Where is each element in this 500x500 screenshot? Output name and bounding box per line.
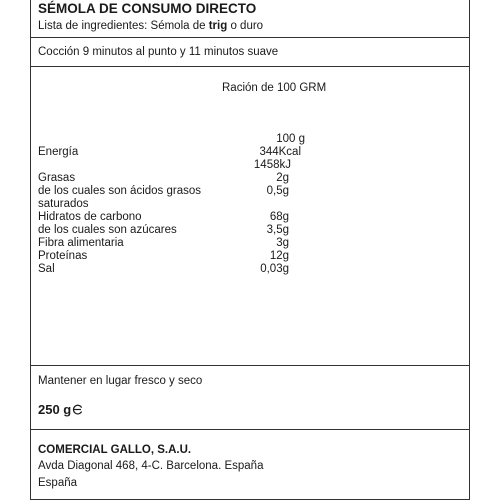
column-header: 100 g (276, 133, 305, 145)
net-weight (38, 402, 83, 417)
energy-label: Energía (38, 146, 79, 158)
divider (31, 365, 469, 366)
product-name: SÉMOLA DE CONSUMO DIRECTO (38, 1, 257, 16)
ingredients-text-end: o duro (230, 20, 264, 32)
nutrient-value: 3,5g (266, 224, 289, 236)
company-address: Avda Diagonal 468, 4-C. Barcelona. España (38, 460, 264, 472)
nutrient-value: 0,03g (260, 263, 289, 275)
nutrient-value: 68g (269, 211, 289, 223)
nutrient-value: 12g (269, 250, 289, 262)
nutrient-label: de los cuales son ácidos grasos (38, 185, 202, 197)
divider (31, 37, 469, 38)
nutrient-label-continued: saturados (38, 198, 89, 210)
energy-kj: 1458kJ (253, 159, 291, 171)
nutrient-label: Sal (38, 263, 55, 275)
divider (31, 429, 469, 430)
nutrient-value: 3g (276, 237, 289, 249)
nutrient-value: 0,5g (266, 185, 289, 197)
ingredients-line (38, 20, 263, 33)
company-country: España (38, 477, 78, 489)
product-label (30, 0, 470, 500)
nutrient-label: Hidratos de carbono (38, 211, 142, 223)
portion-header: Ración de 100 GRM (222, 82, 327, 94)
storage-instructions: Mantener en lugar fresco y seco (38, 375, 203, 387)
ingredients-text: Sémola de (150, 20, 206, 32)
company-name: COMERCIAL GALLO, S.A.U. (38, 444, 192, 456)
energy-kcal: 344Kcal (259, 146, 301, 158)
nutrient-label: Grasas (38, 172, 76, 184)
ingredients-label: Lista de ingredientes: (38, 20, 148, 32)
divider (31, 66, 469, 67)
nutrient-value: 2g (276, 172, 289, 184)
allergen-highlight: trig (208, 20, 228, 32)
nutrient-label: Fibra alimentaria (38, 237, 124, 249)
cooking-instructions: Cocción 9 minutos al punto y 11 minutos suave (38, 46, 279, 58)
net-weight-value: 250 g (38, 402, 72, 417)
estimated-sign-icon (72, 404, 83, 415)
nutrient-label: de los cuales son azúcares (38, 224, 177, 236)
nutrient-label: Proteínas (38, 250, 88, 262)
